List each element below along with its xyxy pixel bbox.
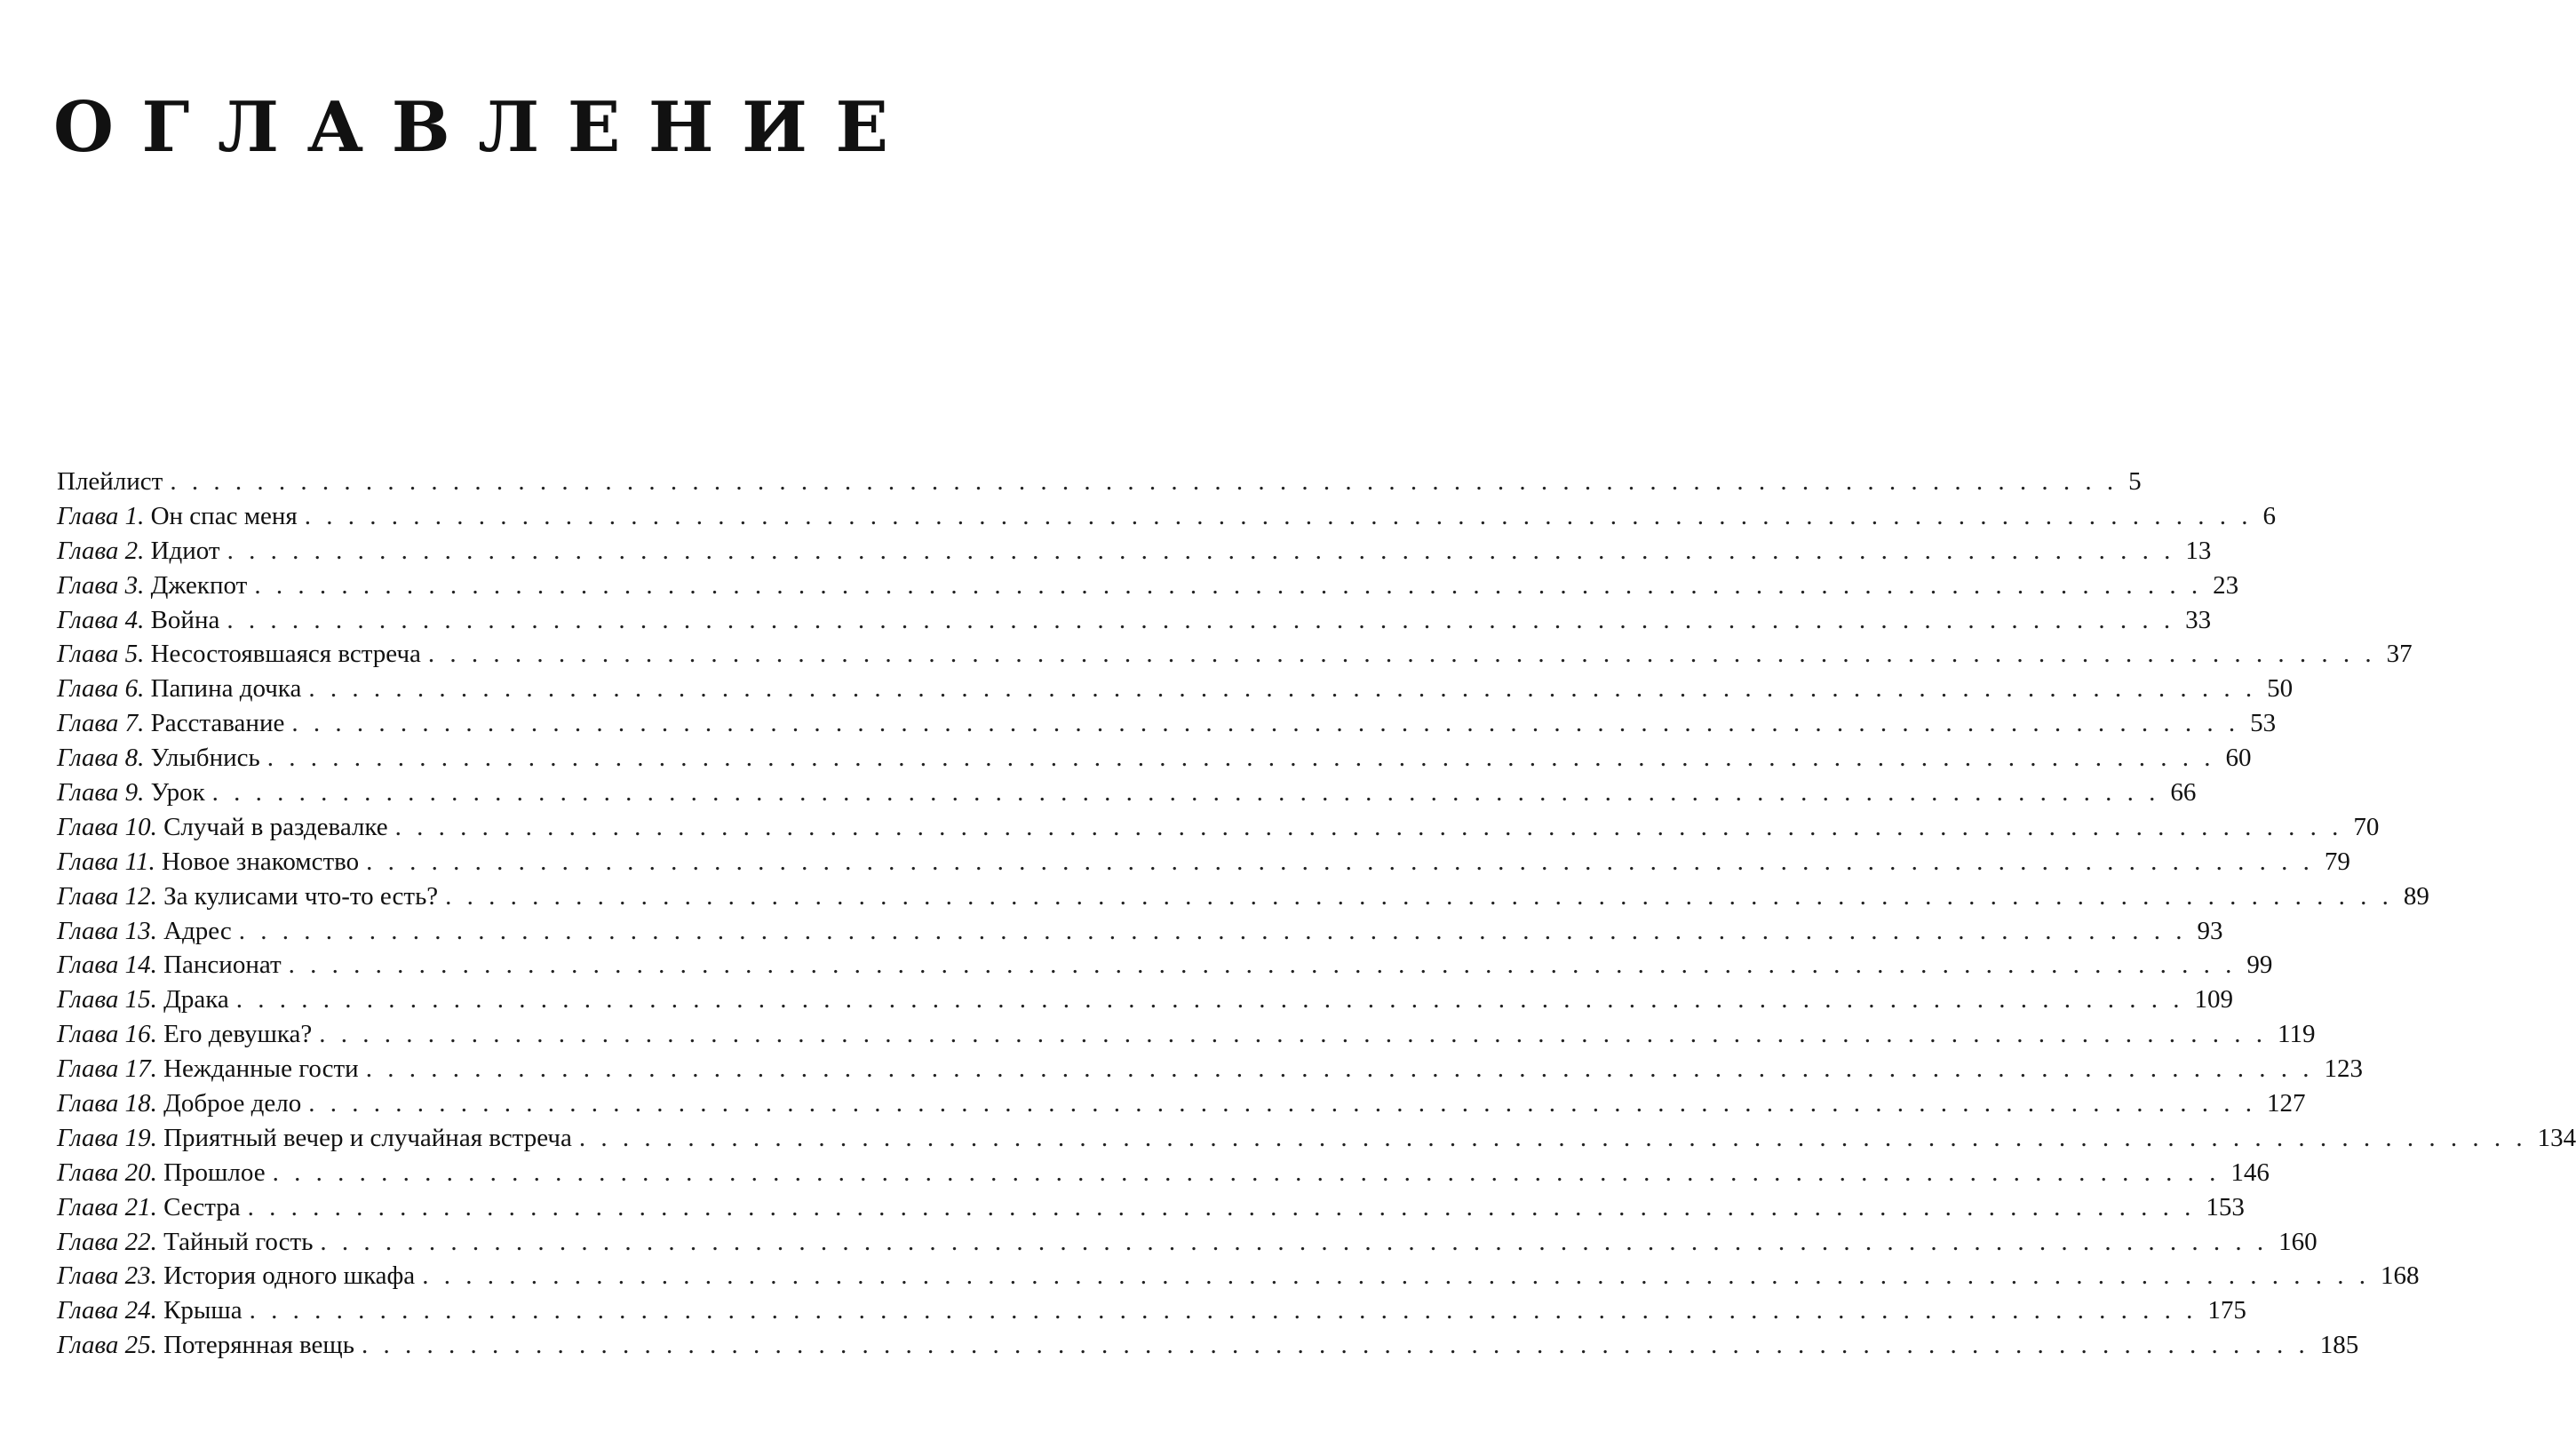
chapter-label: Глава 1.: [57, 501, 145, 530]
toc-entry-title: [57, 1228, 313, 1257]
dot-leader: . . . . . . . . . . . . . . . . . . . . . . . . . . . . . . . . . . . . . . . . . . . . . . . . . . . . . . . . . . . . . . . . . . . . . . . . . . . . . . . . . . . . . . . . . .: [578, 1123, 2527, 1152]
chapter-name: Тайный гость: [163, 1227, 314, 1256]
chapter-name: Несостоявшаяся встреча: [150, 640, 421, 669]
chapter-name: Джекпот: [150, 570, 248, 600]
dot-leader: . . . . . . . . . . . . . . . . . . . . . . . . . . . . . . . . . . . . . . . . . . . . . . . . . . . . . . . . . . . . . . . . . . . . . . . . . . . . . . . . . . . . . . . . . .: [170, 467, 2119, 496]
toc-entry-title: [57, 709, 284, 738]
dot-leader: . . . . . . . . . . . . . . . . . . . . . . . . . . . . . . . . . . . . . . . . . . . . . . . . . . . . . . . . . . . . . . . . . . . . . . . . . . . . . . . . . . . . . . . . . .: [394, 812, 2343, 841]
chapter-name: Идиот: [150, 536, 220, 565]
chapter-label: Глава 25.: [57, 1331, 157, 1360]
chapter-label: Глава 16.: [57, 1020, 157, 1049]
page-number: 50: [2267, 674, 2294, 704]
page-title-letter: Л: [478, 87, 540, 168]
chapter-label: Глава 12.: [57, 881, 157, 911]
toc-entry-title: [57, 778, 205, 808]
toc-entry-title: [57, 1331, 354, 1360]
chapter-name: За кулисами что-то есть?: [163, 881, 439, 911]
toc-entry-title: [57, 813, 388, 842]
dot-leader: . . . . . . . . . . . . . . . . . . . . . . . . . . . . . . . . . . . . . . . . . . . . . . . . . . . . . . . . . . . . . . . . . . . . . . . . . . . . . . . . . . . . . . . . . .: [366, 847, 2314, 876]
page-title-letter: Л: [218, 87, 279, 168]
page-number: 119: [2278, 1020, 2316, 1049]
toc-entry[interactable]: [57, 812, 2380, 847]
dot-leader: . . . . . . . . . . . . . . . . . . . . . . . . . . . . . . . . . . . . . . . . . . . . . . . . . . . . . . . . . . . . . . . . . . . . . . . . . . . . . . . . . . . . . . . . . .: [422, 1261, 2370, 1291]
chapter-name: Пансионат: [163, 951, 282, 980]
chapter-name: Приятный вечер и случайная встреча: [163, 1123, 572, 1152]
chapter-name: История одного шкафа: [163, 1261, 416, 1291]
page-number: 160: [2278, 1227, 2318, 1256]
page-number: 33: [2185, 605, 2212, 634]
chapter-name: Потерянная вещь: [163, 1331, 354, 1360]
chapter-name: Крыша: [163, 1296, 242, 1325]
chapter-label: Глава 19.: [57, 1123, 157, 1152]
chapter-name: Драка: [163, 985, 229, 1014]
toc-entry-title: [57, 1261, 415, 1291]
toc-entry-title: [57, 1020, 312, 1049]
toc-entry[interactable]: [57, 1227, 2318, 1262]
dot-leader: . . . . . . . . . . . . . . . . . . . . . . . . . . . . . . . . . . . . . . . . . . . . . . . . . . . . . . . . . . . . . . . . . . . . . . . . . . . . . . . . . . . . . . . . . .: [288, 951, 2237, 980]
toc-entry[interactable]: [57, 881, 2429, 917]
page-title-letter: Н: [648, 87, 714, 168]
toc-entry[interactable]: [57, 1020, 2316, 1054]
dot-leader: . . . . . . . . . . . . . . . . . . . . . . . . . . . . . . . . . . . . . . . . . . . . . . . . . . . . . . . . . . . . . . . . . . . . . . . . . . . . . . . . . . . . . . . . . .: [266, 744, 2215, 773]
chapter-label: Глава 23.: [57, 1261, 157, 1291]
chapter-label: Глава 4.: [57, 605, 145, 634]
dot-leader: . . . . . . . . . . . . . . . . . . . . . . . . . . . . . . . . . . . . . . . . . . . . . . . . . . . . . . . . . . . . . . . . . . . . . . . . . . . . . . . . . . . . . . . . . .: [362, 1331, 2310, 1360]
toc-entry[interactable]: [57, 536, 2212, 571]
page-number: 70: [2353, 812, 2380, 841]
toc-entry[interactable]: [57, 501, 2277, 537]
dot-leader: . . . . . . . . . . . . . . . . . . . . . . . . . . . . . . . . . . . . . . . . . . . . . . . . . . . . . . . . . . . . . . . . . . . . . . . . . . . . . . . . . . . . . . . . . .: [427, 640, 2376, 669]
chapter-label: Глава 15.: [57, 985, 157, 1014]
toc-entry-title: [57, 882, 438, 911]
toc-entry-title: [57, 847, 359, 877]
page-number: 175: [2207, 1296, 2246, 1325]
chapter-label: Глава 3.: [57, 570, 145, 600]
page-number: 89: [2403, 881, 2429, 911]
toc-entry[interactable]: [57, 570, 2239, 606]
toc-entry[interactable]: [57, 467, 2142, 502]
toc-entry[interactable]: [57, 916, 2223, 951]
toc-entry[interactable]: [57, 951, 2273, 985]
page-number: 23: [2213, 570, 2239, 600]
dot-leader: . . . . . . . . . . . . . . . . . . . . . . . . . . . . . . . . . . . . . . . . . . . . . . . . . . . . . . . . . . . . . . . . . . . . . . . . . . . . . . . . . . . . . . . . . .: [227, 605, 2175, 634]
chapter-label: Глава 10.: [57, 812, 157, 841]
page-number: 127: [2266, 1089, 2306, 1118]
toc-entry-title: [57, 917, 232, 946]
dot-leader: . . . . . . . . . . . . . . . . . . . . . . . . . . . . . . . . . . . . . . . . . . . . . . . . . . . . . . . . . . . . . . . . . . . . . . . . . . . . . . . . . . . . . . . . . .: [249, 1296, 2198, 1325]
toc-entry-title: [57, 467, 163, 497]
toc-entry-title: [57, 951, 282, 980]
dot-leader: . . . . . . . . . . . . . . . . . . . . . . . . . . . . . . . . . . . . . . . . . . . . . . . . . . . . . . . . . . . . . . . . . . . . . . . . . . . . . . . . . . . . . . . . . .: [308, 674, 2257, 704]
page-title: [53, 87, 888, 168]
toc-entry-title: [57, 985, 229, 1014]
chapter-label: Глава 11.: [57, 847, 155, 876]
page-number: 153: [2206, 1192, 2245, 1221]
page-number: 66: [2170, 778, 2197, 808]
toc-entry[interactable]: [57, 985, 2234, 1020]
chapter-label: Глава 18.: [57, 1089, 157, 1118]
dot-leader: . . . . . . . . . . . . . . . . . . . . . . . . . . . . . . . . . . . . . . . . . . . . . . . . . . . . . . . . . . . . . . . . . . . . . . . . . . . . . . . . . . . . . . . . . .: [238, 916, 2187, 945]
toc-entry[interactable]: [57, 1054, 2363, 1089]
dot-leader: . . . . . . . . . . . . . . . . . . . . . . . . . . . . . . . . . . . . . . . . . . . . . . . . . . . . . . . . . . . . . . . . . . . . . . . . . . . . . . . . . . . . . . . . . .: [227, 536, 2175, 565]
chapter-label: Глава 5.: [57, 640, 145, 669]
page-number: 6: [2262, 501, 2277, 530]
chapter-label: Глава 20.: [57, 1158, 157, 1187]
page-number: 109: [2194, 985, 2234, 1014]
page-number: 185: [2319, 1331, 2359, 1360]
chapter-name: Война: [150, 605, 220, 634]
chapter-label: Глава 14.: [57, 951, 157, 980]
chapter-name: Доброе дело: [163, 1089, 302, 1118]
chapter-label: Глава 22.: [57, 1227, 157, 1256]
chapter-label: Глава 2.: [57, 536, 145, 565]
toc-entry-title: [57, 1193, 241, 1222]
page-title-letter: И: [742, 87, 807, 168]
dot-leader: . . . . . . . . . . . . . . . . . . . . . . . . . . . . . . . . . . . . . . . . . . . . . . . . . . . . . . . . . . . . . . . . . . . . . . . . . . . . . . . . . . . . . . . . . .: [304, 501, 2253, 530]
toc-entry-title: [57, 502, 298, 531]
dot-leader: . . . . . . . . . . . . . . . . . . . . . . . . . . . . . . . . . . . . . . . . . . . . . . . . . . . . . . . . . . . . . . . . . . . . . . . . . . . . . . . . . . . . . . . . . .: [320, 1227, 2269, 1256]
dot-leader: . . . . . . . . . . . . . . . . . . . . . . . . . . . . . . . . . . . . . . . . . . . . . . . . . . . . . . . . . . . . . . . . . . . . . . . . . . . . . . . . . . . . . . . . . .: [235, 985, 2184, 1014]
toc-entry-title: [57, 1054, 359, 1084]
page-number: 146: [2230, 1158, 2270, 1187]
toc-entry-title: [57, 640, 421, 669]
toc-entry-title: [57, 1124, 572, 1153]
page-title-letter: Г: [141, 87, 190, 168]
chapter-label: Глава 13.: [57, 916, 157, 945]
toc-entry[interactable]: [57, 709, 2277, 744]
chapter-name: Адрес: [163, 916, 232, 945]
dot-leader: . . . . . . . . . . . . . . . . . . . . . . . . . . . . . . . . . . . . . . . . . . . . . . . . . . . . . . . . . . . . . . . . . . . . . . . . . . . . . . . . . . . . . . . . . .: [365, 1054, 2314, 1084]
chapter-label: Глава 8.: [57, 744, 145, 773]
chapter-name: Плейлист: [57, 467, 163, 496]
toc-entry[interactable]: [57, 1158, 2270, 1193]
toc-entry[interactable]: [57, 1261, 2420, 1296]
page-number: 168: [2380, 1261, 2420, 1291]
toc-entry-title: [57, 1089, 301, 1118]
toc-entry-title: [57, 537, 220, 566]
toc-entry[interactable]: [57, 778, 2197, 813]
chapter-name: Урок: [150, 778, 205, 808]
toc-entry[interactable]: [57, 744, 2252, 778]
toc-entry[interactable]: [57, 1089, 2306, 1124]
chapter-name: Папина дочка: [150, 674, 302, 704]
page-number: 79: [2324, 847, 2350, 876]
toc-entry[interactable]: [57, 640, 2413, 674]
dot-leader: . . . . . . . . . . . . . . . . . . . . . . . . . . . . . . . . . . . . . . . . . . . . . . . . . . . . . . . . . . . . . . . . . . . . . . . . . . . . . . . . . . . . . . . . . .: [211, 778, 2160, 808]
chapter-name: Случай в раздевалке: [163, 812, 388, 841]
toc-entry-title: [57, 571, 247, 601]
chapter-name: Его девушка?: [163, 1020, 313, 1049]
chapter-name: Нежданные гости: [163, 1054, 359, 1084]
page-number: 53: [2250, 709, 2277, 738]
page-title-letter: Е: [567, 87, 621, 168]
toc-entry[interactable]: [57, 847, 2350, 882]
page-number: 93: [2197, 916, 2223, 945]
toc-entry[interactable]: [57, 1123, 2576, 1158]
chapter-label: Глава 7.: [57, 709, 145, 738]
toc-entry[interactable]: [57, 674, 2294, 709]
chapter-name: Прошлое: [163, 1158, 266, 1187]
page-number: 37: [2386, 640, 2413, 669]
chapter-name: Расставание: [150, 709, 285, 738]
chapter-label: Глава 24.: [57, 1296, 157, 1325]
dot-leader: . . . . . . . . . . . . . . . . . . . . . . . . . . . . . . . . . . . . . . . . . . . . . . . . . . . . . . . . . . . . . . . . . . . . . . . . . . . . . . . . . . . . . . . . . .: [254, 570, 2203, 600]
toc-entry[interactable]: [57, 1296, 2246, 1331]
page-title-letter: О: [53, 87, 114, 168]
page-title-letter: Е: [835, 87, 888, 168]
dot-leader: . . . . . . . . . . . . . . . . . . . . . . . . . . . . . . . . . . . . . . . . . . . . . . . . . . . . . . . . . . . . . . . . . . . . . . . . . . . . . . . . . . . . . . . . . .: [445, 881, 2393, 911]
dot-leader: . . . . . . . . . . . . . . . . . . . . . . . . . . . . . . . . . . . . . . . . . . . . . . . . . . . . . . . . . . . . . . . . . . . . . . . . . . . . . . . . . . . . . . . . . .: [308, 1089, 2256, 1118]
page-number: 123: [2324, 1054, 2363, 1084]
toc-entry-title: [57, 1296, 242, 1325]
chapter-name: Новое знакомство: [161, 847, 360, 876]
page-number: 13: [2185, 536, 2212, 565]
dot-leader: . . . . . . . . . . . . . . . . . . . . . . . . . . . . . . . . . . . . . . . . . . . . . . . . . . . . . . . . . . . . . . . . . . . . . . . . . . . . . . . . . . . . . . . . . .: [319, 1020, 2268, 1049]
page-number: 99: [2246, 951, 2273, 980]
chapter-name: Сестра: [163, 1192, 241, 1221]
page-title-letter: В: [391, 87, 450, 168]
dot-leader: . . . . . . . . . . . . . . . . . . . . . . . . . . . . . . . . . . . . . . . . . . . . . . . . . . . . . . . . . . . . . . . . . . . . . . . . . . . . . . . . . . . . . . . . . .: [272, 1158, 2221, 1187]
dot-leader: . . . . . . . . . . . . . . . . . . . . . . . . . . . . . . . . . . . . . . . . . . . . . . . . . . . . . . . . . . . . . . . . . . . . . . . . . . . . . . . . . . . . . . . . . .: [291, 709, 2240, 738]
chapter-name: Он спас меня: [150, 501, 298, 530]
toc-entry[interactable]: [57, 1192, 2245, 1228]
toc-entry-title: [57, 606, 219, 635]
toc-entry-title: [57, 1158, 266, 1188]
chapter-label: Глава 9.: [57, 778, 145, 808]
page-number: 60: [2225, 744, 2252, 773]
toc-entry-title: [57, 744, 260, 773]
page-number: 5: [2128, 467, 2142, 496]
toc-entry[interactable]: [57, 605, 2212, 640]
page-title-letter: А: [306, 87, 364, 168]
dot-leader: . . . . . . . . . . . . . . . . . . . . . . . . . . . . . . . . . . . . . . . . . . . . . . . . . . . . . . . . . . . . . . . . . . . . . . . . . . . . . . . . . . . . . . . . . .: [247, 1192, 2196, 1221]
chapter-label: Глава 17.: [57, 1054, 157, 1084]
toc-entry[interactable]: [57, 1331, 2359, 1365]
chapter-label: Глава 6.: [57, 674, 145, 704]
page-number: 134: [2537, 1123, 2576, 1152]
chapter-name: Улыбнись: [150, 744, 260, 773]
table-of-contents: [57, 467, 2576, 1365]
toc-entry-title: [57, 674, 301, 704]
chapter-label: Глава 21.: [57, 1192, 157, 1221]
